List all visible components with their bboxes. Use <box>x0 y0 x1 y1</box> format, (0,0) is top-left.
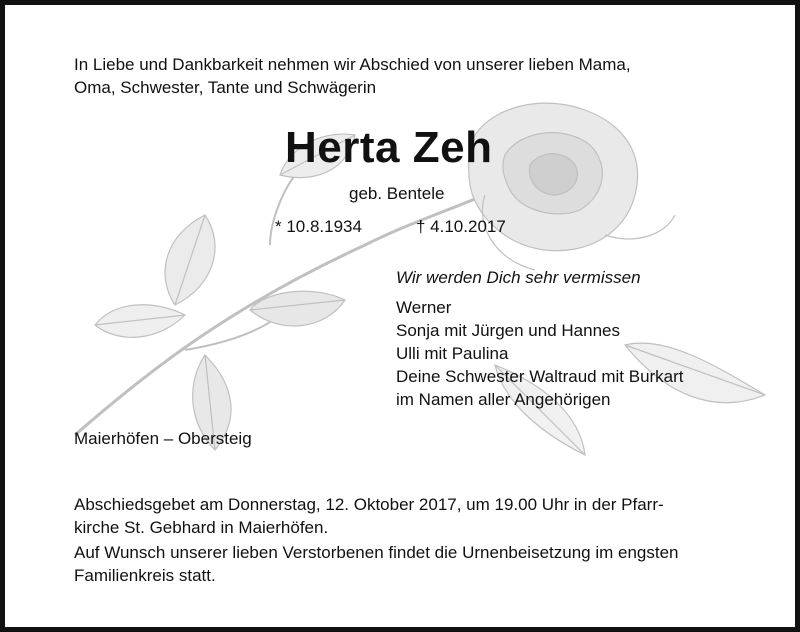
mourner-5: im Namen aller Angehörigen <box>396 390 611 409</box>
mourner-1: Werner <box>396 298 452 317</box>
death-date: † 4.10.2017 <box>416 217 506 236</box>
intro-line-1: In Liebe und Dankbarkeit nehmen wir Abschied von unserer lieben Mama, <box>74 55 631 74</box>
birth-date: * 10.8.1934 <box>275 217 362 236</box>
service-line-2: kirche St. Gebhard in Maierhöfen. <box>74 518 329 537</box>
urn-line-1: Auf Wunsch unserer lieben Verstorbenen findet die Urnenbeisetzung im engsten <box>74 543 679 562</box>
miss-line: Wir werden Dich sehr vermissen <box>396 268 641 287</box>
mourner-3: Ulli mit Paulina <box>396 344 509 363</box>
location: Maierhöfen – Obersteig <box>74 429 252 448</box>
mourner-4: Deine Schwester Waltraud mit Burkart <box>396 367 684 386</box>
service-line-1: Abschiedsgebet am Donnerstag, 12. Oktober 2017, um 19.00 Uhr in der Pfarr- <box>74 495 664 514</box>
mourner-2: Sonja mit Jürgen und Hannes <box>396 321 620 340</box>
intro-line-2: Oma, Schwester, Tante und Schwägerin <box>74 78 377 97</box>
urn-line-2: Familienkreis statt. <box>74 566 216 585</box>
birth-name: geb. Bentele <box>349 184 445 203</box>
deceased-name: Herta Zeh <box>285 123 493 172</box>
